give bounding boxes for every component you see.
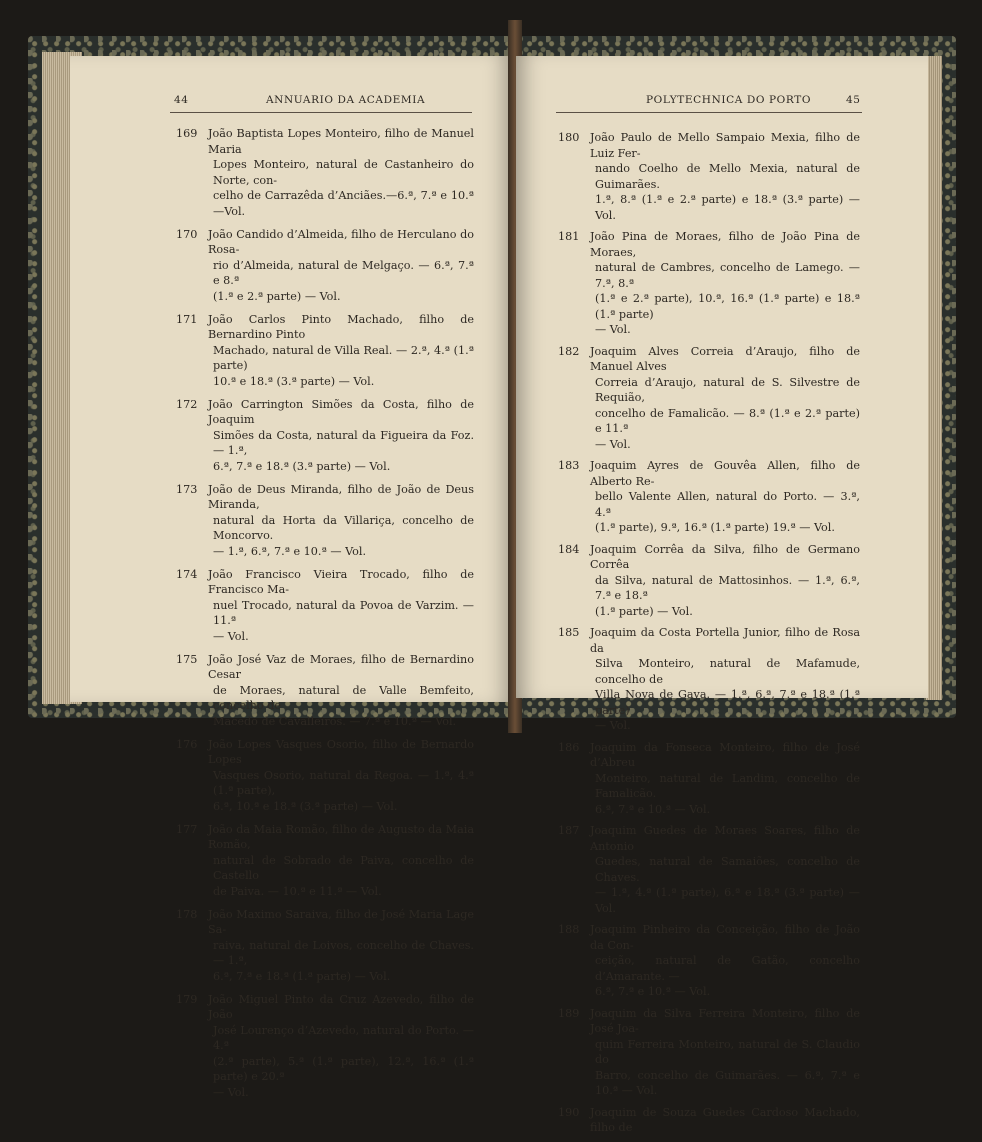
entry-line: Barro, concelho de Guimarães. — 6.ª, 7.ª e 10.ª — Vol. bbox=[595, 1068, 860, 1097]
entry-number: 178 bbox=[176, 907, 198, 921]
entry-line: 6.ª, 10.ª e 18.ª (3.ª parte) — Vol. bbox=[213, 799, 398, 813]
entry-line: João Carlos Pinto Machado, filho de Bernardino Pinto bbox=[208, 312, 474, 341]
entry-line: 6.ª, 7.ª e 10.ª — Vol. bbox=[595, 802, 711, 816]
entry-line: rio d’Almeida, natural de Melgaço. — 6.ª, 7.ª e 8.ª bbox=[213, 258, 474, 287]
entry bbox=[558, 740, 860, 818]
entry-line: 1.ª, 8.ª (1.ª e 2.ª parte) e 18.ª (3.ª parte) — Vol. bbox=[595, 193, 860, 222]
entry-line: natural de Sobrado de Paiva, concelho de Castello bbox=[213, 853, 474, 882]
right-page bbox=[516, 56, 928, 1134]
entry-line: Joaquim Ayres de Gouvêa Allen, filho de Alberto Re- bbox=[590, 459, 860, 488]
entry-number: 174 bbox=[176, 567, 198, 581]
entry-line: João Pina de Moraes, filho de João Pina de Moraes, bbox=[590, 230, 860, 259]
entry-line: de Moraes, natural de Valle Bemfeito, concelho de bbox=[213, 683, 474, 712]
entry-number: 171 bbox=[176, 312, 198, 326]
entry-number: 175 bbox=[176, 652, 198, 666]
entry-line: João de Deus Miranda, filho de João de Deus Miranda, bbox=[208, 482, 474, 511]
entry-line: João Francisco Vieira Trocado, filho de Francisco Ma- bbox=[208, 567, 474, 596]
entry-list bbox=[176, 126, 474, 1108]
entry-line: — Vol. bbox=[595, 437, 631, 451]
entry-line: natural de Cambres, concelho de Lamego. — 7.ª, 8.ª bbox=[595, 261, 860, 290]
entry bbox=[558, 1006, 860, 1099]
entry-line: Joaquim Corrêa da Silva, filho de Germano Corrêa bbox=[590, 542, 860, 571]
entry-line: ceição, natural de Gatão, concelho d’Amarante. — bbox=[595, 954, 860, 983]
entry-line: (1.ª parte) — Vol. bbox=[595, 604, 693, 618]
entry-number: 170 bbox=[176, 227, 198, 241]
entry-line: Machado, natural de Villa Real. — 2.ª, 4.ª (1.ª parte) bbox=[213, 343, 474, 372]
entry-line: Correia d’Araujo, natural de S. Silvestre de Requião, bbox=[595, 375, 860, 404]
entry-line: Simões da Costa, natural da Figueira da Foz. — 1.ª, bbox=[213, 428, 474, 457]
entry bbox=[176, 482, 474, 560]
entry bbox=[176, 312, 474, 390]
entry-line: (1.ª parte), 9.ª, 16.ª (1.ª parte) 19.ª — Vol. bbox=[595, 521, 835, 534]
entry bbox=[176, 652, 474, 730]
entry-number: 185 bbox=[558, 626, 580, 639]
entry-line: (1.ª e 2.ª parte) — Vol. bbox=[213, 289, 341, 303]
entry bbox=[176, 567, 474, 645]
entry-line: José Lourenço d’Azevedo, natural do Porto. — 4.ª bbox=[213, 1023, 474, 1052]
entry bbox=[176, 822, 474, 900]
entry-line: 10.ª e 18.ª (3.ª parte) — Vol. bbox=[213, 374, 375, 388]
entry-line: Joaquim da Fonseca Monteiro, filho de José d’Abreu bbox=[590, 740, 860, 769]
entry-line: — Vol. bbox=[595, 323, 631, 336]
entry-number: 179 bbox=[176, 992, 198, 1006]
entry-line: (2.ª parte), 5.ª (1.ª parte), 12.ª, 16.ª (1.ª parte) e 20.ª bbox=[213, 1054, 474, 1083]
entry-number: 183 bbox=[558, 459, 580, 472]
entry bbox=[558, 922, 860, 1000]
entry-line: João Paulo de Mello Sampaio Mexia, filho de Luiz Fer- bbox=[590, 131, 860, 160]
entry-line: concelho de Famalicão. — 8.ª (1.ª e 2.ª parte) e 11.ª bbox=[595, 406, 860, 435]
entry-line: Joaquim da Costa Portella Junior, filho de Rosa da bbox=[590, 626, 860, 655]
entry-line: — Vol. bbox=[595, 719, 631, 732]
entry-line: Monteiro, natural de Landim, concelho de Famalicão. bbox=[595, 771, 860, 800]
entry-line: — 1.ª, 6.ª, 7.ª e 10.ª — Vol. bbox=[213, 544, 366, 558]
entry-line: Guedes, natural de Samaiões, concelho de Chaves. bbox=[595, 855, 860, 884]
entry-line: Vasques Osorio, natural da Regoa. — 1.ª, 4.ª (1.ª parte), bbox=[213, 768, 474, 797]
entry-line: 6.ª, 7.ª e 18.ª (1.ª parte) — Vol. bbox=[213, 969, 391, 983]
entry bbox=[176, 907, 474, 985]
entry-number: 172 bbox=[176, 397, 198, 411]
entry bbox=[558, 130, 860, 223]
entry-line: João Carrington Simões da Costa, filho de Joaquim bbox=[208, 397, 474, 426]
entry-line: Joaquim de Souza Guedes Cardoso Machado, filho de bbox=[590, 1105, 860, 1134]
entry-number: 176 bbox=[176, 737, 198, 751]
page-number: 44 bbox=[174, 94, 189, 106]
entry-line: Joaquim Guedes de Moraes Soares, filho de Antonio bbox=[590, 824, 860, 853]
page-number: 45 bbox=[846, 94, 861, 106]
entry bbox=[558, 344, 860, 453]
entry bbox=[558, 1105, 860, 1136]
entry-number: 177 bbox=[176, 822, 198, 836]
entry bbox=[558, 542, 860, 620]
entry-line: João José Vaz de Moraes, filho de Bernardino Cesar bbox=[208, 652, 474, 681]
entry-line: nuel Trocado, natural da Povoa de Varzim. — 11.ª bbox=[213, 598, 474, 627]
entry bbox=[558, 823, 860, 916]
entry-line: Villa Nova de Gaya. — 1.ª, 6.ª, 7.ª e 18.ª (1.ª parte) bbox=[595, 688, 860, 717]
entry-line: João Lopes Vasques Osorio, filho de Bernardo Lopes bbox=[208, 737, 474, 766]
entry-line: Joaquim da Silva Ferreira Monteiro, filho de José Joa- bbox=[590, 1006, 860, 1035]
entry-line: João Baptista Lopes Monteiro, filho de Manuel Maria bbox=[208, 127, 474, 156]
header-rule bbox=[556, 112, 862, 113]
entry-line: 6.ª, 7.ª e 10.ª — Vol. bbox=[595, 985, 711, 998]
entry-line: da Silva, natural de Mattosinhos. — 1.ª, 6.ª, 7.ª e 18.ª bbox=[595, 573, 860, 602]
entry-line: João Candido d’Almeida, filho de Herculano do Rosa- bbox=[208, 227, 474, 256]
entry bbox=[176, 992, 474, 1101]
entry-line: raiva, natural de Loivos, concelho de Chaves. — 1.ª, bbox=[213, 938, 474, 967]
entry-line: Silva Monteiro, natural de Mafamude, concelho de bbox=[595, 657, 860, 686]
entry-number: 188 bbox=[558, 923, 580, 936]
left-page bbox=[70, 56, 512, 1099]
entry-number: 189 bbox=[558, 1006, 580, 1020]
entry-line: — 1.ª, 4.ª (1.ª parte), 6.ª e 18.ª (3.ª parte) — Vol. bbox=[595, 886, 860, 915]
entry-number: 173 bbox=[176, 482, 198, 496]
entry bbox=[558, 625, 860, 734]
running-head: POLYTECHNICA DO PORTO bbox=[646, 94, 812, 106]
entry bbox=[176, 737, 474, 815]
header-rule bbox=[170, 112, 472, 113]
entry-line: João Miguel Pinto da Cruz Azevedo, filho de João bbox=[208, 992, 474, 1021]
page-stack-right bbox=[926, 56, 942, 700]
entry bbox=[176, 397, 474, 475]
entry-line: João da Maia Romão, filho de Augusto da Maia Romão, bbox=[208, 822, 474, 851]
entry-line: Joaquim Pinheiro da Conceição, filho de João da Con- bbox=[590, 923, 860, 952]
entry bbox=[176, 126, 474, 219]
entry-number: 182 bbox=[558, 344, 580, 358]
entry-line: (1.ª e 2.ª parte), 10.ª, 16.ª (1.ª parte) e 18.ª (1.ª parte) bbox=[595, 292, 860, 321]
entry-line: — Vol. bbox=[213, 629, 249, 643]
entry-number: 181 bbox=[558, 230, 580, 243]
entry bbox=[176, 227, 474, 305]
entry-line: Lopes Monteiro, natural de Castanheiro do Norte, con- bbox=[213, 158, 474, 187]
entry-number: 169 bbox=[176, 127, 198, 140]
entry-number: 184 bbox=[558, 542, 580, 556]
running-head: ANNUARIO DA ACADEMIA bbox=[266, 94, 426, 106]
entry bbox=[558, 229, 860, 338]
entry-number: 186 bbox=[558, 740, 580, 754]
entry-number: 187 bbox=[558, 824, 580, 837]
entry-line: João Maximo Saraiva, filho de José Maria Lage Sa- bbox=[208, 907, 474, 936]
entry-line: Joaquim Alves Correia d’Araujo, filho de Manuel Alves bbox=[590, 344, 860, 373]
entry-number: 180 bbox=[558, 131, 580, 144]
entry-line: quim Ferreira Monteiro, natural de S. Claudio do bbox=[595, 1037, 860, 1066]
entry-line: celho de Carrazêda d’Anciães.—6.ª, 7.ª e 10.ª—Vol. bbox=[213, 189, 474, 218]
entry-list bbox=[558, 130, 860, 1142]
entry-line: de Paiva. — 10.ª e 11.ª — Vol. bbox=[213, 884, 382, 898]
entry-line: natural da Horta da Villariça, concelho de Moncorvo. bbox=[213, 513, 474, 542]
entry-line: 6.ª, 7.ª e 18.ª (3.ª parte) — Vol. bbox=[213, 459, 391, 473]
entry-line: nando Coelho de Mello Mexia, natural de Guimarães. bbox=[595, 162, 860, 191]
entry-number: 190 bbox=[558, 1105, 580, 1119]
entry-line: Macedo de Cavalleiros. — 7.ª e 10.ª — Vol. bbox=[213, 714, 457, 728]
entry-line: bello Valente Allen, natural do Porto. — 3.ª, 4.ª bbox=[595, 490, 860, 519]
entry-line: — Vol. bbox=[213, 1085, 249, 1099]
entry bbox=[558, 458, 860, 536]
